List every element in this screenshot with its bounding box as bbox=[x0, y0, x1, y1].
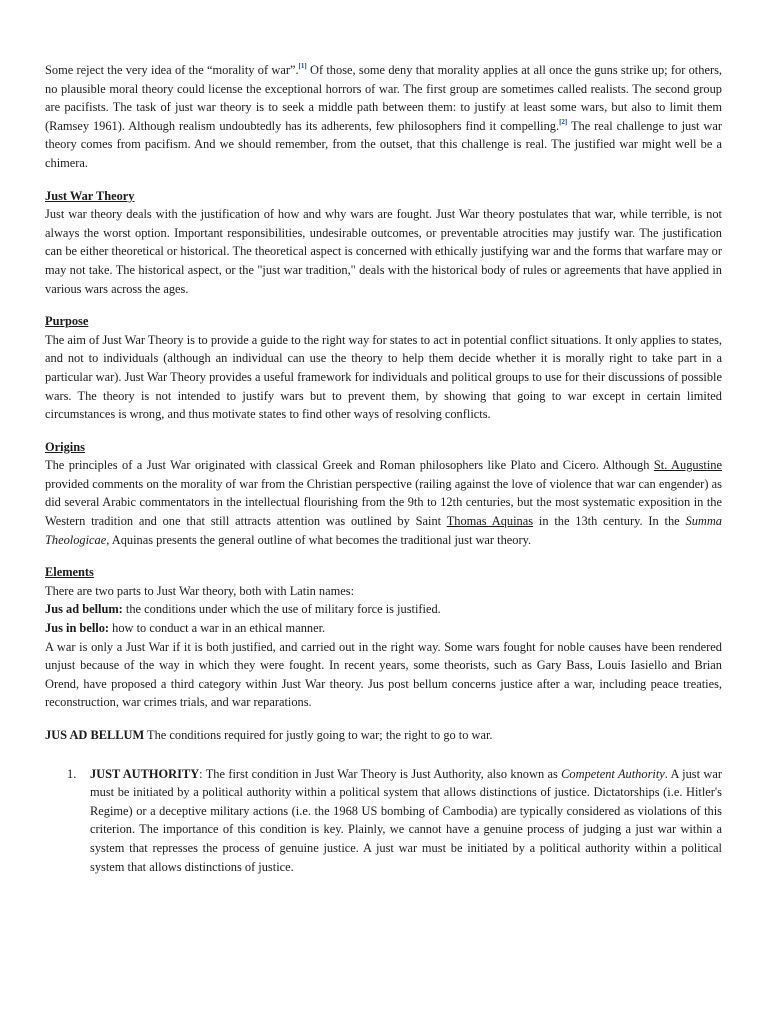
elements-intro: There are two parts to Just War theory, both with Latin names: bbox=[45, 583, 355, 598]
section-origins bbox=[45, 438, 722, 550]
section-heading: Origins bbox=[45, 439, 85, 454]
link-st-augustine[interactable]: St. Augustine bbox=[653, 458, 722, 473]
section-heading: Just War Theory bbox=[45, 188, 135, 203]
section-body: Just war theory deals with the justification of how and why wars are fought. Just War theory postulates that war, while terrible, is not always the worst option. Important responsibilities, undesirable outcomes, or preventable atrocities may justify war. The justification can be either theoretical or historical. The theoretical aspect is concerned with ethically justifying war and the forms that warfare may or may not take. The historical aspect, or the "just war tradition," deals with the historical body of rules or agreements that have applied in various wars across the ages. bbox=[45, 207, 722, 296]
section-just-war-theory bbox=[45, 187, 722, 299]
intro-paragraph: Some reject the very idea of the “morality of war”.[1] Of those, some deny that morality applies at all once the guns strike up; for others, no plausible moral theory could license the exceptional horrors of war. The first group are sometimes called realists. The second group are pacifists. The task of just war theory is to seek a middle path between them: to justify at least some wars, but also to limit them (Ramsey 1961). Although realism undoubtedly has its adherents, few philosophers find it compelling.[2] The real challenge to just war theory comes from pacifism. And we should remember, from the outset, that this challenge is real. The justified war might well be a chimera. bbox=[45, 62, 722, 170]
footnote-ref-2[interactable]: [2] bbox=[559, 117, 568, 126]
list-item: 1. JUST AUTHORITY: The first condition in Just War Theory is Just Authority, also known as Competent Authority. A just war must be initiated by a political authority within a political system that allows distinctions of justice. Dictatorships (i.e. Hitler's Regime) or a deceptive military actions (i.e. the 1968 US bombing of Cambodia) are typically considered as violations of this criterion. The importance of this condition is key. Plainly, we cannot have a genuine process of judging a just war within a system that represses the process of genuine justice. A just war must be initiated by a political authority within a political system that allows distinctions of justice. bbox=[67, 766, 722, 874]
section-body: The aim of Just War Theory is to provide a guide to the right way for states to act in potential conflict situations. It only applies to states, and not to individuals (although an individual can use the theory to help them decide whether it is morally right to take part in a particular war). Just War Theory provides a useful framework for individuals and political groups to use for their discussions of possible wars. The theory is not intended to justify wars but to prevent them, by showing that going to war except in certain limited circumstances is wrong, and thus motivate states to find other ways of resolving conflicts. bbox=[45, 332, 722, 422]
section-heading: Elements bbox=[45, 565, 94, 580]
section-elements bbox=[45, 563, 722, 712]
link-thomas-aquinas[interactable]: Thomas Aquinas bbox=[446, 514, 534, 529]
list-item: Jus in bello: how to conduct a war in an ethical manner. bbox=[45, 621, 326, 636]
jus-ad-bellum-line: JUS AD BELLUM The conditions required for justly going to war; the right to go to war. bbox=[45, 728, 493, 742]
section-body: The principles of a Just War originated with classical Greek and Roman philosophers like Plato and Cicero. Although St. Augustine provided comments on the morality of war from the Christian perspective (railing against the love of violence that war can engender) as did several Arabic commentators in the intellectual flourishing from the 9th to 12th centuries, but the most systematic exposition in the Western tradition and one that still attracts attention was outlined by Saint Thomas Aquinas in the 13th century. In the Summa Theologicae, Aquinas presents the general outline of what becomes the traditional just war theory. bbox=[45, 458, 722, 547]
section-purpose bbox=[45, 312, 722, 424]
document-body bbox=[45, 61, 722, 876]
conditions-list bbox=[45, 765, 722, 877]
footnote-ref-1[interactable]: [1] bbox=[298, 62, 307, 70]
list-number: 1. bbox=[67, 766, 77, 781]
elements-body: A war is only a Just War if it is both justified, and carried out in the right way. Some wars fought for noble causes have been rendered unjust because of the way in which they were fought. In recent years, some theorists, such as Gary Bass, Louis Iasiello and Brian Orend, have proposed a third category within Just War theory. Jus post bellum concerns justice after a war, including peace treaties, reconstruction, war crimes trials, and war reparations. bbox=[45, 639, 722, 710]
list-item: Jus ad bellum: the conditions under which the use of military force is justified. bbox=[45, 602, 441, 617]
section-heading: Purpose bbox=[45, 314, 89, 329]
elements-list bbox=[45, 600, 722, 637]
